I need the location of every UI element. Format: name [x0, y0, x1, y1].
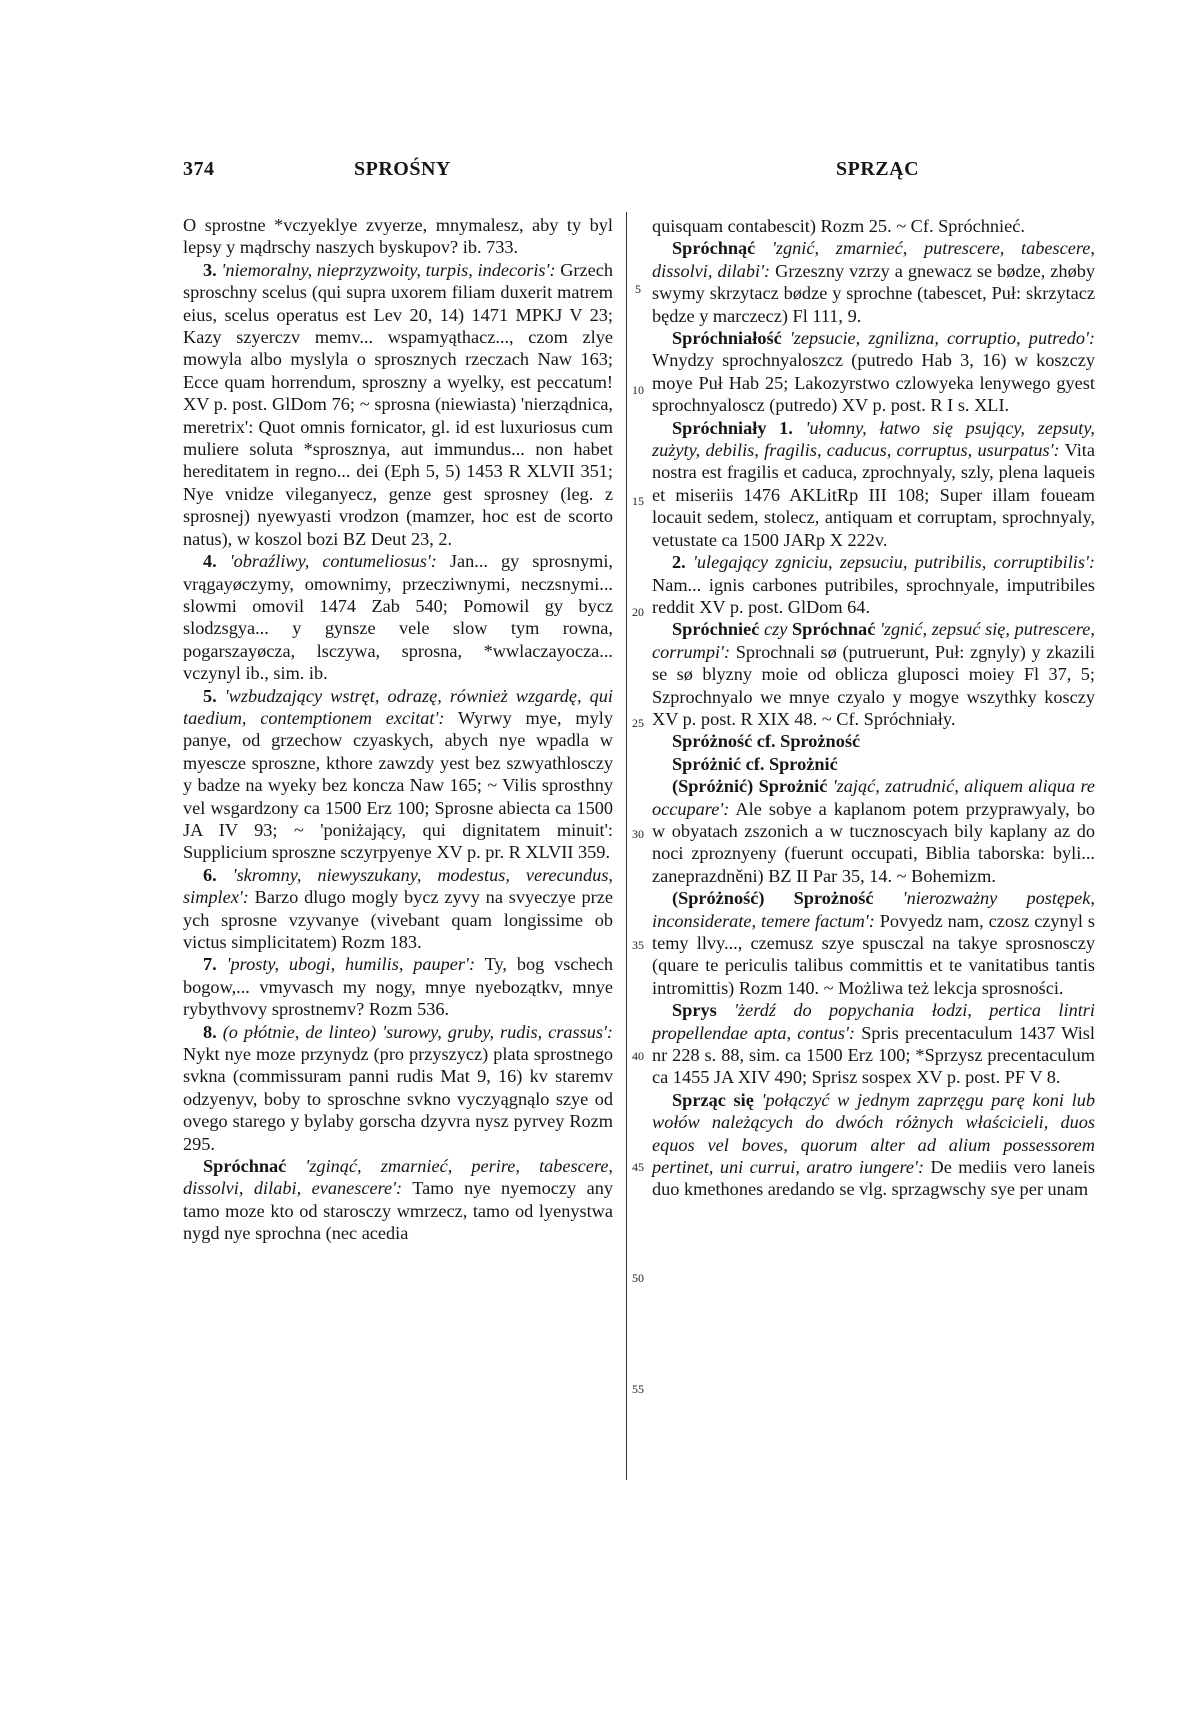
entry-headword: (Spróżnić) Sprożnić — [672, 776, 828, 797]
cross-reference-text: Spróżnić cf. Sprożnić — [672, 753, 838, 774]
entry-definition: 'żerdź do popychania łodzi, pertica lintri propellendae apta, contus': — [652, 1000, 1095, 1043]
entry-citations: Grzeszny vzrzy a gnewacz se bødze, zhøby swymy skrzytacz bødze y sprochne (tabescet, Puł: skrzytacz będze y marczecz) Fl 111, 9. — [652, 260, 1095, 326]
line-number: 50 — [632, 1271, 644, 1285]
running-header — [0, 158, 1189, 188]
entry-citations: Spris precentaculum 1437 Wisl nr 228 s. 88, sim. ca 1500 Erz 100; *Sprzysz precentaculum ca 1455 JA XIV 490; Sprisz sospex XV p. post. PF V 8. — [652, 1022, 1095, 1088]
sense-citations: Jan... gy sprosnymi, vrągayøczymy, omownimy, przecziwnymi, neczsnymi... slowmi omovil 1474 Zab 540; Pomowil gy bycz slodzsgya... y gynsze vele slow tym rowna, pogarszayøcza, lsczywa, sprosna, *wwlaczayocza... vczynyl ib., sim. ib. — [183, 551, 613, 684]
entry-paragraph — [652, 775, 1095, 887]
sense-definition: 'skromny, niewyszukany, modestus, verecundus, simplex': — [183, 864, 614, 908]
entry-citations: Vita nostra est fragilis et caduca, zprochnyaly, szly, plena laqueis et miseriis 1476 AKLitRp III 108; Super illam foueam locauit sedem, stolecz, antiquam et corruptam, sprochnyaly, vetustate ca 1500 JARp X 222v. — [652, 440, 1095, 550]
right-running-headword: SPRZĄC — [836, 158, 920, 180]
entry-definition: 'zgnić, zepsuć się, putrescere, corrumpi': — [652, 619, 1095, 662]
entry-definition: 'połączyć w jednym zaprzęgu parę koni lub wołów należących do dwóch różnych właścicieli, duos equos vel boves, quorum alter ad alium possessorem pertinet, uni currui, aratro iungere': — [652, 1089, 1096, 1178]
line-number: 55 — [632, 1382, 644, 1396]
sense-number: 7. — [203, 954, 217, 975]
line-number: 20 — [632, 605, 644, 619]
line-number: 25 — [632, 716, 644, 730]
cross-reference — [652, 730, 1095, 752]
entry-paragraph — [652, 327, 1095, 417]
sense-number: 5. — [203, 685, 217, 706]
sense-citations: Barzo dlugo mogly bycz zyvy na svyeczye prze ych sprosne vzyvanye (vivebant quam longissime ob victus simplicitatem) Rozm 183. — [183, 887, 613, 952]
entry-paragraph — [652, 237, 1095, 327]
entry-headword: (Spróżność) Sprożność — [672, 888, 874, 909]
entry-headword: Sprys — [672, 1000, 717, 1021]
entry-paragraph — [183, 953, 613, 1020]
sense-citations: Ty, bog vschech bogow,... vmyvasch my nogy, mnye nyebozątkv, mnye rybythvovy sprostnemv? Rozm 536. — [183, 954, 613, 1020]
entry-citations: Tamo nye nyemoczy any tamo moze kto od starosczy wmrzecz, tamo od lyenystwa nygd nye sprochna (nec acedia — [183, 1178, 613, 1244]
cross-reference — [652, 753, 1095, 775]
entry-paragraph — [652, 618, 1095, 730]
line-number: 40 — [632, 1049, 644, 1063]
line-number: 30 — [632, 827, 644, 841]
entry-headword: Spróchnać — [203, 1156, 287, 1177]
entry-definition: 'ułomny, łatwo się psujący, zepsuty, zużyty, debilis, fragilis, caducus, corruptus, usurpatus': — [652, 417, 1096, 461]
entry-definition: 'zepsucie, zgnilizna, corruptio, putredo': — [789, 328, 1095, 349]
sense-definition: 'obraźliwy, contumeliosus': — [229, 551, 437, 572]
sense-citations: Nykt nye moze przynydz (pro przyszycz) plata sprostnego svkna (commissuram panni rudis Mat 9, 16) kv staremv odzyenyv, boby to sproschne svkno vyczyągnąlo szye od ovego starego y bylaby gorscha dzyvra nysz pyrvey Rozm 295. — [183, 1044, 613, 1154]
entry-headword: Spróchniałość — [672, 328, 782, 349]
page-number: 374 — [183, 158, 215, 180]
sense-number: 4. — [203, 551, 217, 572]
cross-reference-text: Spróżność cf. Sprożność — [672, 731, 861, 752]
sense-citations: Nam... ignis carbones putribiles, sprochnyale, imputribiles reddit XV p. post. GlDom 64. — [652, 574, 1095, 617]
entry-definition: 'zginąć, zmarnieć, perire, tabescere, dissolvi, dilabi, evanescere': — [183, 1156, 614, 1199]
entry-paragraph — [183, 864, 613, 954]
entry-paragraph — [652, 1089, 1095, 1201]
entry-paragraph: O sprostne *vczyeklye zvyerze, mnymalesz, aby ty byl lepsy y mądrschy naszych byskupov? ib. 733. — [183, 215, 613, 258]
sense-definition: (o płótnie, de linteo) 'surowy, gruby, rudis, crassus': — [222, 1021, 614, 1042]
line-number: 5 — [635, 282, 641, 296]
sense-number: 8. — [203, 1021, 217, 1042]
entry-paragraph — [652, 999, 1095, 1089]
right-column — [652, 215, 1095, 1201]
entry-headword: Spróchnieć — [672, 619, 760, 640]
sense-definition: 'prosty, ubogi, humilis, pauper': — [226, 954, 476, 975]
sense-definition: 'ulegający zgniciu, zepsuciu, putribilis, corruptibilis': — [693, 552, 1095, 573]
sense-definition: 'niemoralny, nieprzyzwoity, turpis, indecoris': — [221, 259, 556, 280]
column-divider — [626, 212, 627, 1480]
sense-number: 3. — [203, 259, 217, 280]
sense-number: 6. — [203, 864, 217, 885]
entry-citations: Sprochnali sø (putruerunt, Puł: zgnyly) y zkazili se sø blyzny moie od oblicza gluposci moiey Fl 37, 5; Szprochnyalo we mnye czyalo y mogye wszythky kosczy XV p. post. R XIX 48. ~ Cf. Spróchniały. — [652, 641, 1095, 729]
left-column — [183, 214, 613, 1245]
entry-citations: Wnydzy sprochnyaloszcz (putredo Hab 3, 16) w koszczy moye Puł Hab 25; Lakozyrstwo czlowyeka lenywego gyest sprochnyaloscz (putredo) XV p. post. R I s. XLI. — [652, 350, 1095, 416]
line-number: 15 — [632, 494, 644, 508]
entry-definition: 'zająć, zatrudnić, aliquem aliqua re occupare': — [652, 776, 1095, 819]
entry-citations: Ale sobye a kaplanom potem przyprawyaly, bo w obyatach zszonich a w tucznoscyach bily kaplany az do noci zproznyeny (fuerunt occupati, Biblia taborska: byli... zaneprazdněni) BZ II Par 35, 14. ~ Bohemizm. — [652, 798, 1095, 886]
entry-headword: Spróchniały 1. — [672, 417, 793, 438]
left-running-headword: SPROŚNY — [354, 158, 451, 180]
sense-definition: 'wzbudzający wstręt, odrazę, również wzgardę, qui taedium, contemptionem excitat': — [183, 685, 613, 728]
sense-citations: Grzech sproschny scelus (qui supra uxorem filiam duxerit matrem eius, scelus operatus est Lev 20, 14) 1471 MPKJ V 23; Kazy szyerczv memv... wspamyąthacz..., czom zlye mowyla albo myslyla o sprosznych rzeczach Naw 163; Ecce quam horrendum, sproszny a wyelky, est peccatum! XV p. post. GlDom 76; ~ sprosna (niewiasta) 'nierządnica, meretrix': Quot omnis fornicator, gl. id est luxuriosus cum muliere soluta *sprosznya, aut immundus... non habet hereditatem in regno... dei (Eph 5, 5) 1453 R XLVII 351; Nye vnidze vileganyecz, genze gest sprosney (leg. z sprosnej) nyewyasti vrodzon (mamzer, hoc est de scorto natus), w koszol bozi BZ Deut 23, 2. — [183, 259, 614, 549]
entry-paragraph — [183, 550, 613, 684]
entry-citations: De mediis vero laneis duo kmethones aredando se vlg. sprzagwschy sye per unam — [652, 1157, 1096, 1200]
entry-headword-variant: Spróchnać — [792, 619, 876, 640]
entry-paragraph — [652, 887, 1095, 999]
entry-paragraph — [183, 1021, 613, 1155]
entry-headword: Sprząc się — [672, 1089, 754, 1110]
entry-definition: 'nierozważny postępek, inconsiderate, temere factum': — [652, 888, 1095, 931]
entry-paragraph — [652, 417, 1095, 551]
entry-paragraph — [183, 259, 613, 550]
entry-paragraph — [652, 551, 1095, 618]
sense-number: 2. — [672, 552, 686, 573]
entry-definition: 'zgnić, zmarnieć, putrescere, tabescere, dissolvi, dilabi': — [652, 238, 1095, 281]
sense-citations: Wyrwy mye, myly panye, od grzechow czyaskych, abych nye wpadla w myescze sprosznе, kthore zawzdy yest bez szwyathlosczy y badze na wyeky bez koncza Naw 165; ~ Vilis sprosthny vel wsgardzony ca 1500 Erz 100; Sprosne abiecta ca 1500 JA IV 93; ~ 'poniżający, qui dignitatem minuit': Supplicium sprosznе sczyrpyenye XV p. pr. R XLVII 359. — [183, 707, 614, 863]
line-number: 35 — [632, 938, 644, 952]
headword-connector: czy — [764, 619, 788, 640]
line-number: 10 — [632, 383, 644, 397]
entry-paragraph — [183, 1155, 613, 1245]
entry-paragraph: quisquam contabescit) Rozm 25. ~ Cf. Spróchnieć. — [652, 216, 1025, 236]
entry-headword: Spróchnąć — [672, 238, 756, 259]
entry-citations: Povyedz nam, czosz czynyl s temy llvy..., czemusz szye spusczal na takye sprosnosczy (quare te periculis talibus committis et te vanitatibus tantis intromittis) Rozm 140. ~ Możliwa też lekcja sprosności. — [652, 910, 1095, 998]
entry-paragraph — [183, 685, 613, 864]
line-number: 45 — [632, 1160, 644, 1174]
